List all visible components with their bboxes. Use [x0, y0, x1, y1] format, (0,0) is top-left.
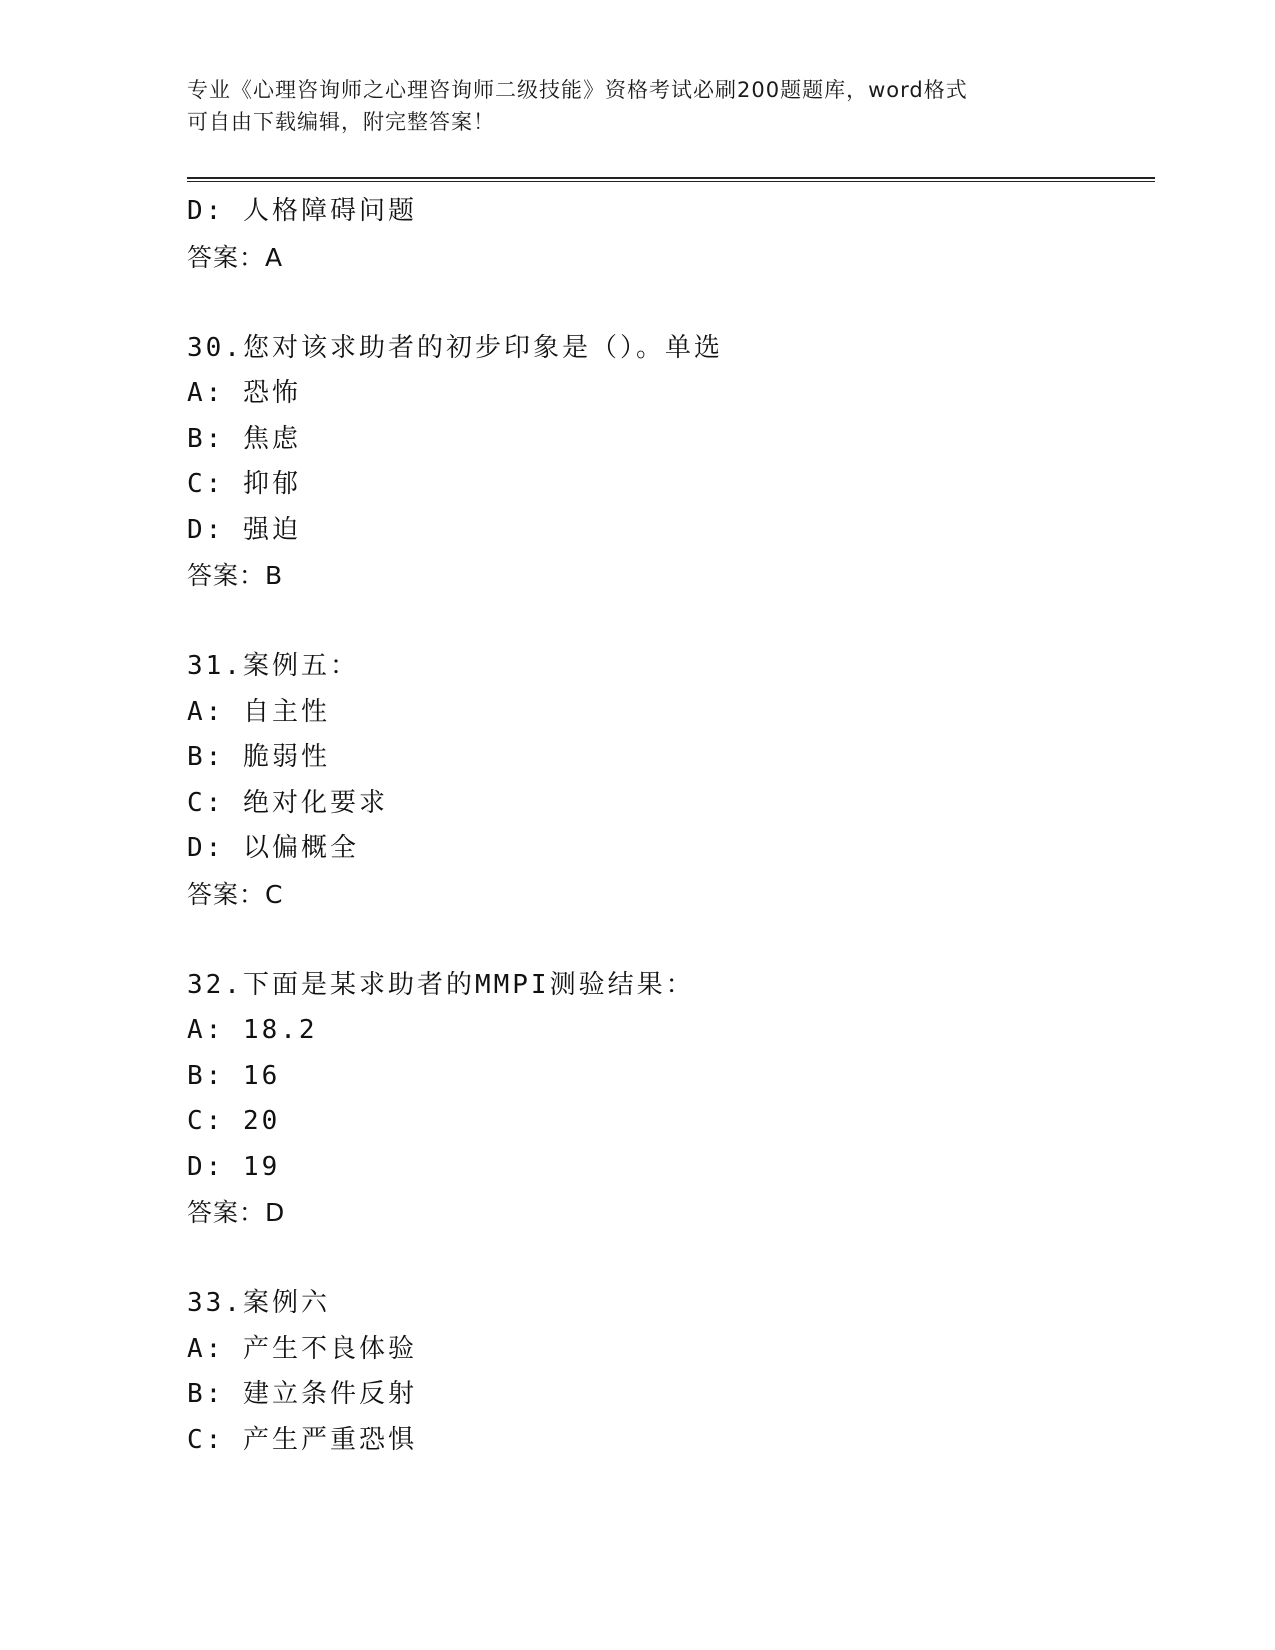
option-b: B: 16 — [187, 1060, 281, 1091]
option-a: A: 恐怖 — [187, 378, 301, 408]
document-header — [187, 74, 1067, 138]
spacer — [187, 917, 1147, 963]
question-stem: 30.您对该求助者的初步印象是（）。单选 — [187, 332, 723, 363]
option-c: C: 绝对化要求 — [187, 787, 388, 818]
option-d: D: 强迫 — [187, 514, 301, 545]
option-a: A: 自主性 — [187, 696, 330, 727]
question-list — [187, 189, 1147, 1463]
question-32 — [187, 963, 1147, 1236]
option-c: C: 产生严重恐惧 — [187, 1424, 417, 1455]
spacer — [187, 1236, 1147, 1282]
question-stem: 32.下面是某求助者的MMPI测验结果： — [187, 969, 695, 1000]
question-stem: 33.案例六 — [187, 1288, 330, 1318]
header-line-1: 专业《心理咨询师之心理咨询师二级技能》资格考试必刷200题题库，word格式 — [187, 78, 968, 102]
option-b: B: 焦虑 — [187, 423, 301, 454]
header-divider — [187, 177, 1155, 182]
option-d: D: 人格障碍问题 — [187, 196, 417, 226]
option-c: C: 20 — [187, 1106, 281, 1136]
answer: 答案：C — [187, 879, 284, 909]
answer: 答案：A — [187, 242, 284, 272]
question-31 — [187, 644, 1147, 917]
option-c: C: 抑郁 — [187, 469, 301, 499]
option-a: A: 18.2 — [187, 1015, 318, 1045]
question-33 — [187, 1281, 1147, 1463]
question-stem: 31.案例五： — [187, 651, 359, 681]
option-d: D: 19 — [187, 1151, 281, 1182]
answer: 答案：B — [187, 561, 284, 590]
answer: 答案：D — [187, 1198, 286, 1227]
question-30 — [187, 326, 1147, 599]
option-b: B: 脆弱性 — [187, 742, 330, 772]
header-line-2: 可自由下载编辑，附完整答案！ — [187, 110, 495, 134]
option-b: B: 建立条件反射 — [187, 1379, 417, 1409]
spacer — [187, 280, 1147, 326]
option-a: A: 产生不良体验 — [187, 1333, 417, 1364]
option-d: D: 以偏概全 — [187, 833, 359, 863]
spacer — [187, 599, 1147, 645]
